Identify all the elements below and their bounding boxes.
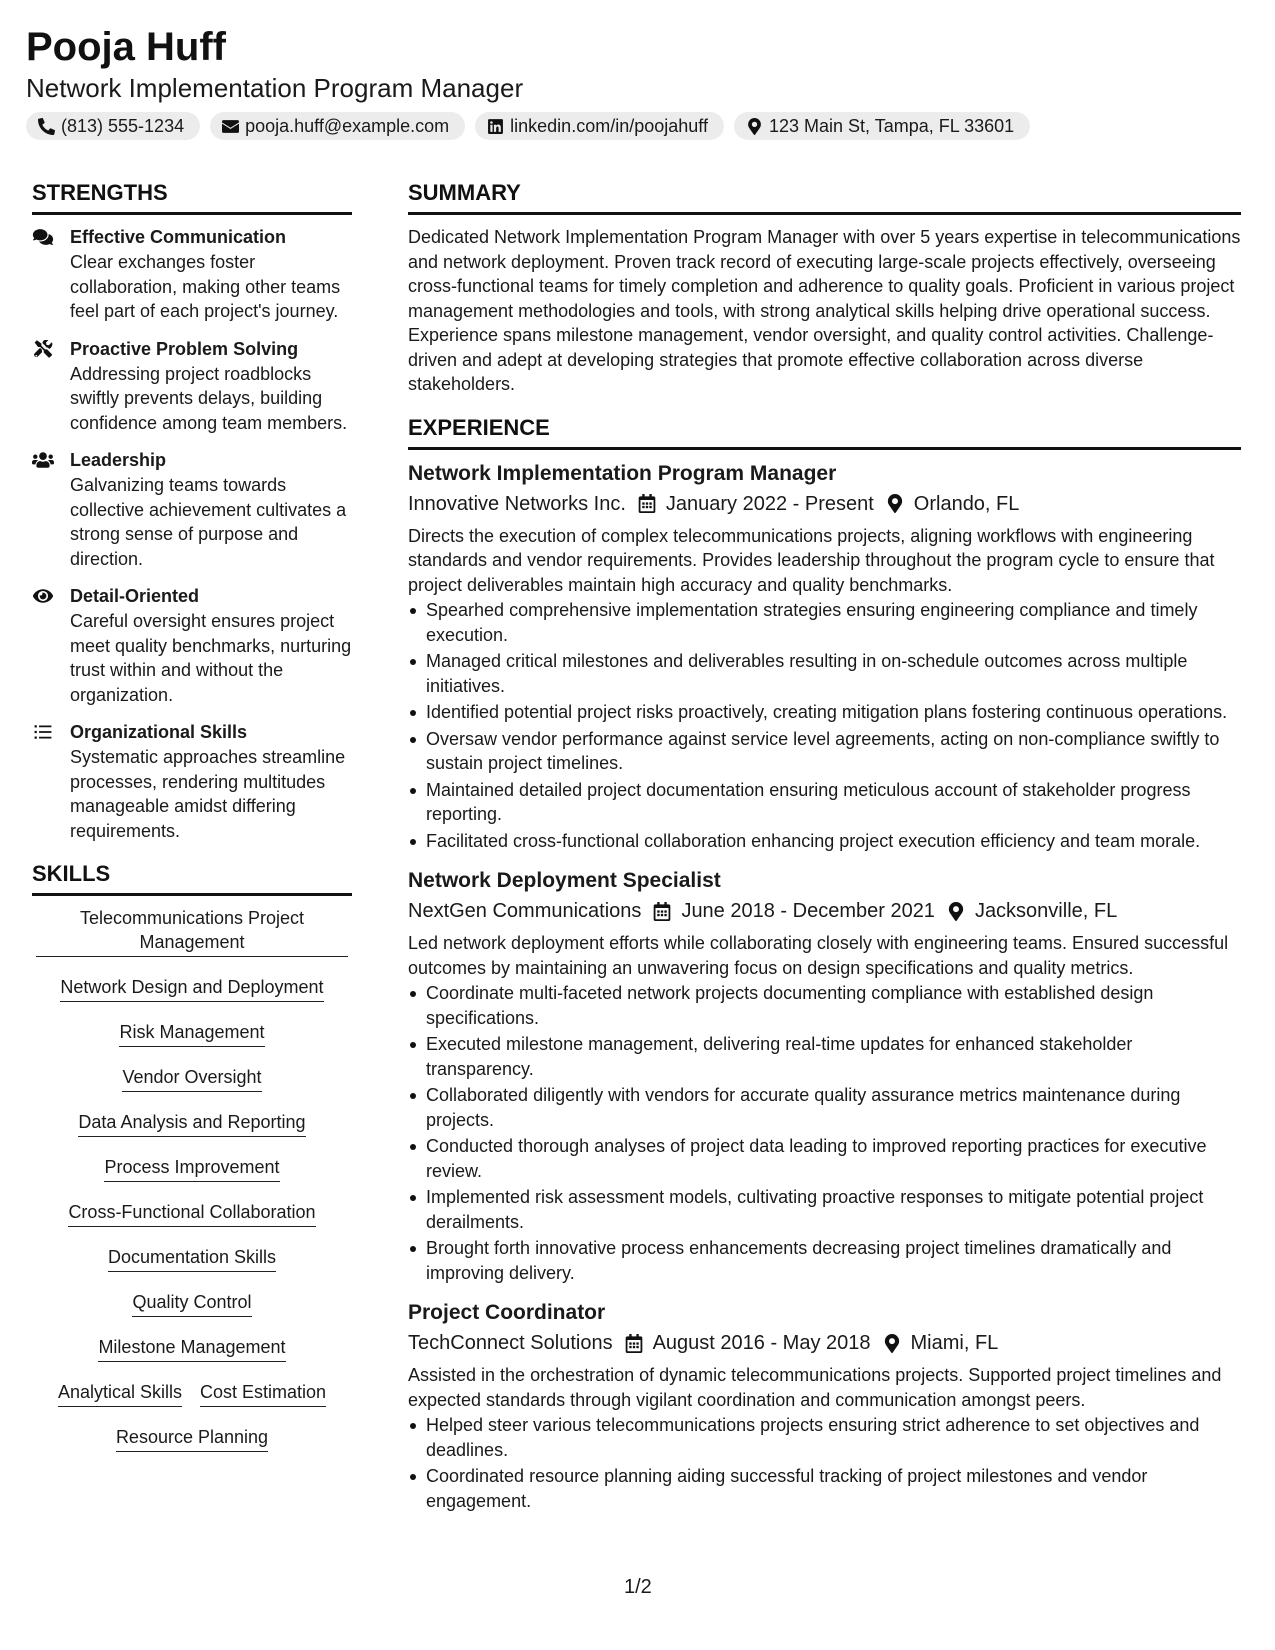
strength-title: Organizational Skills — [70, 722, 248, 742]
summary-text: Dedicated Network Implementation Program Manager with over 5 years expertise in telecommunications and network deployment. Proven track record of executing large-scale projects effectively, overseeing cross-functional teams for timely completion and adherence to quality goals. Proficient in various project management methodologies and tools, with strong analytical skills helping drive operational success. Experience spans milestone management, vendor oversight, and quality control activities. Challenge-driven and adept at developing strategies that promote effective collaboration across diverse stakeholders. — [408, 227, 1241, 394]
strength-desc: Galvanizing teams towards collective achievement cultivates a strong sense of purpose and direction. — [70, 475, 347, 569]
job-bullet: Brought forth innovative process enhancements decreasing project timelines dramatically and improving delivery. — [408, 1236, 1241, 1285]
job-bullet: Spearhed comprehensive implementation strategies ensuring engineering compliance and timely execution. — [408, 598, 1241, 647]
users-icon — [32, 451, 54, 469]
job-bullet: Oversaw vendor performance against service level agreements, acting on non-compliance swiftly to sustain project timelines. — [408, 727, 1241, 776]
job-meta — [408, 897, 1241, 925]
job-bullet: Collaborated diligently with vendors for accurate quality assurance metrics maintenance during projects. — [408, 1083, 1241, 1132]
job-location: Orlando, FL — [913, 492, 1020, 515]
contact-phone-text: (813) 555-1234 — [61, 116, 185, 136]
experience-title: EXPERIENCE — [408, 413, 1241, 450]
job-company: NextGen Communications — [408, 900, 642, 922]
job-dates: June 2018 - December 2021 — [681, 900, 935, 922]
strength-item — [32, 225, 352, 324]
map-pin-icon — [883, 1334, 901, 1353]
strengths-title: STRENGTHS — [32, 178, 352, 215]
job-bullets — [408, 981, 1241, 1285]
job-bullets — [408, 1413, 1241, 1513]
strength-item — [32, 720, 352, 843]
strength-title: Proactive Problem Solving — [70, 338, 299, 359]
skill-tag: Milestone Management — [98, 1335, 285, 1362]
skill-tag: Documentation Skills — [108, 1245, 276, 1272]
strength-item — [32, 448, 352, 571]
map-pin-icon — [947, 902, 965, 921]
job-entry — [408, 867, 1241, 1285]
skill-tag: Analytical Skills — [58, 1380, 182, 1407]
job-location: Jacksonville, FL — [974, 900, 1118, 922]
skills-title: SKILLS — [32, 859, 352, 896]
job-bullet: Helped steer various telecommunications projects ensuring strict adherence to set objectives and deadlines. — [408, 1413, 1241, 1462]
skill-tag: Resource Planning — [116, 1425, 268, 1452]
job-bullet: Identified potential project risks proactively, creating mitigation plans fostering continuous operations. — [408, 700, 1241, 725]
strength-title: Leadership — [70, 450, 167, 470]
contact-email-text: pooja.huff@example.com — [245, 116, 450, 136]
summary-title: SUMMARY — [408, 178, 1241, 215]
map-pin-icon — [886, 494, 904, 513]
job-bullet: Implemented risk assessment models, cultivating proactive responses to mitigate potential project derailments. — [408, 1185, 1241, 1234]
map-pin-icon — [746, 118, 763, 135]
skill-tag: Process Improvement — [104, 1155, 279, 1182]
job-meta — [408, 1329, 1241, 1357]
skill-tag: Data Analysis and Reporting — [78, 1110, 305, 1137]
strength-desc: Clear exchanges foster collaboration, making other teams feel part of each project's journey. — [70, 252, 341, 321]
phone-icon — [38, 118, 55, 135]
contact-linkedin — [475, 112, 724, 140]
strength-desc: Systematic approaches streamline processes, rendering multitudes manageable amidst differing requirements. — [70, 747, 346, 841]
skill-tag: Risk Management — [119, 1020, 264, 1047]
resume-header — [26, 22, 1246, 140]
job-description: Assisted in the orchestration of dynamic telecommunications projects. Supported project timelines and expected standards through vigilant coordination and communication amongst peers. — [408, 1365, 1222, 1410]
linkedin-icon — [487, 118, 504, 135]
skills-list — [32, 906, 352, 1470]
strength-title: Effective Communication — [70, 227, 287, 247]
job-description: Directs the execution of complex telecommunications projects, aligning workflows with engineering standards and vendor requirements. Provides leadership throughout the program cycle to ensure that project deliverables maintain high accuracy and quality benchmarks. — [408, 525, 1215, 595]
skill-tag: Quality Control — [132, 1290, 251, 1317]
contact-bar — [26, 112, 1246, 140]
job-title: Network Implementation Program Manager — [408, 461, 837, 485]
contact-address-text: 123 Main St, Tampa, FL 33601 — [768, 116, 1015, 136]
job-bullet: Maintained detailed project documentation ensuring meticulous account of stakeholder progress reporting. — [408, 778, 1241, 827]
left-column — [32, 178, 352, 1470]
contact-linkedin-text: linkedin.com/in/poojahuff — [510, 116, 708, 136]
candidate-role: Network Implementation Program Manager — [26, 73, 524, 103]
job-bullet: Managed critical milestones and deliverables resulting in on-schedule outcomes across multiple initiatives. — [408, 649, 1241, 698]
job-title: Project Coordinator — [408, 1301, 606, 1324]
contact-phone — [26, 112, 200, 140]
contact-address — [734, 112, 1030, 140]
list-icon — [32, 723, 54, 741]
job-entry — [408, 1299, 1241, 1513]
eye-icon — [32, 587, 54, 605]
job-company: TechConnect Solutions — [408, 1332, 613, 1354]
skill-tag: Cross-Functional Collaboration — [68, 1200, 315, 1227]
skill-tag: Vendor Oversight — [122, 1065, 261, 1092]
job-bullet: Coordinate multi-faceted network projects documenting compliance with established design specifications. — [408, 981, 1241, 1030]
calendar-icon — [625, 1334, 643, 1353]
job-description: Led network deployment efforts while collaborating closely with engineering teams. Ensured successful outcomes by maintaining an unwavering focus on design specifications and quality metrics. — [408, 933, 1229, 978]
skill-tag: Telecommunications Project Management — [36, 906, 348, 957]
contact-email — [210, 112, 465, 140]
strength-title: Detail-Oriented — [70, 586, 200, 606]
calendar-icon — [653, 902, 671, 921]
page-number: 1/2 — [624, 1576, 652, 1598]
comments-icon — [32, 228, 54, 246]
strength-desc: Addressing project roadblocks swiftly prevents delays, building confidence among team members. — [70, 363, 348, 433]
job-bullet: Executed milestone management, delivering real-time updates for enhanced stakeholder transparency. — [408, 1032, 1241, 1081]
right-column — [408, 178, 1241, 1527]
job-bullet: Conducted thorough analyses of project data leading to improved reporting practices for executive review. — [408, 1134, 1241, 1183]
job-bullet: Facilitated cross-functional collaboration enhancing project execution efficiency and team morale. — [408, 829, 1241, 854]
tools-icon — [32, 340, 54, 358]
strength-desc: Careful oversight ensures project meet quality benchmarks, nurturing trust within and without the organization. — [70, 611, 352, 705]
job-bullet: Coordinated resource planning aiding successful tracking of project milestones and vendor engagement. — [408, 1464, 1241, 1513]
job-title: Network Deployment Specialist — [408, 869, 721, 892]
calendar-icon — [638, 494, 656, 513]
skill-tag: Network Design and Deployment — [60, 975, 323, 1002]
candidate-name: Pooja Huff — [26, 25, 226, 69]
skill-tag: Cost Estimation — [200, 1380, 326, 1407]
strength-item — [32, 337, 352, 436]
job-company: Innovative Networks Inc. — [408, 492, 626, 515]
job-dates: August 2016 - May 2018 — [652, 1332, 871, 1354]
envelope-icon — [222, 118, 239, 135]
job-entry — [408, 460, 1241, 854]
strength-item — [32, 584, 352, 707]
job-location: Miami, FL — [910, 1332, 999, 1354]
job-dates: January 2022 - Present — [665, 492, 874, 515]
job-meta — [408, 490, 1241, 518]
job-bullets — [408, 598, 1241, 853]
